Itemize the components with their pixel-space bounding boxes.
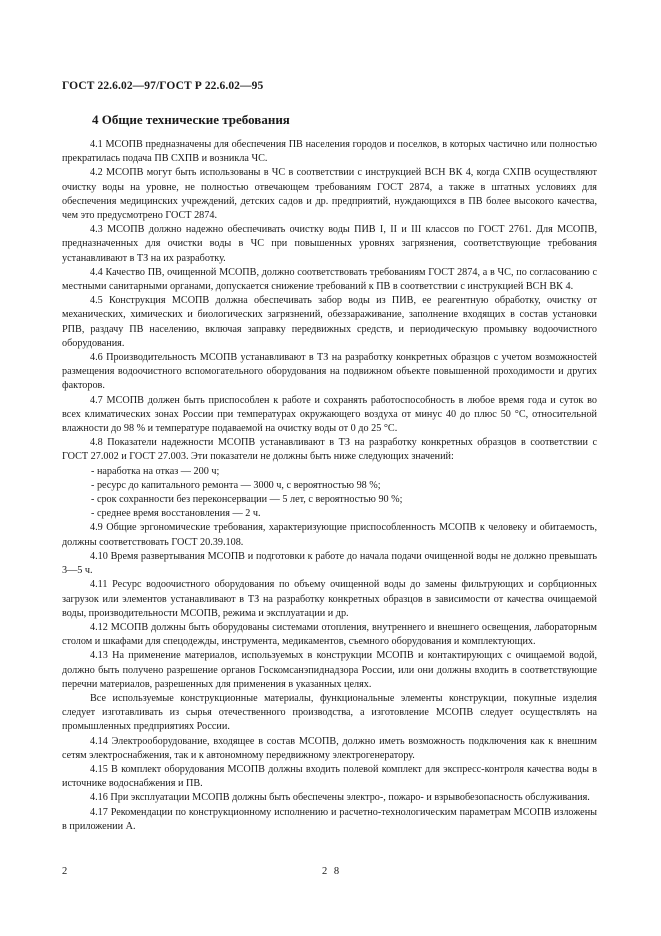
- paragraph-4-17: 4.17 Рекомендации по конструкционному исполнению и расчетно-технологическим параметрам МСОПВ изложены в приложении А.: [62, 806, 597, 832]
- standard-code-header: ГОСТ 22.6.02—97/ГОСТ Р 22.6.02—95: [62, 80, 264, 92]
- paragraph-4-13: 4.13 На применение материалов, используемых в конструкции МСОПВ и контактирующих с очищаемой водой, должно быть получено разрешение органов Госкомсанэпиднадзора России, или они должны входить в соответствующие перечни материалов, разрешенных для применения в указанных целях.: [62, 650, 597, 690]
- paragraph-4-16: 4.16 При эксплуатации МСОПВ должны быть обеспечены электро-, пожаро- и взрывобезопасность обслуживания.: [90, 792, 590, 804]
- section-body: [62, 138, 597, 834]
- sheet-number: 2 8: [322, 866, 342, 877]
- paragraph-4-1: 4.1 МСОПВ предназначены для обеспечения ПВ населения городов и поселков, в которых частично или полностью прекратилась подача ПВ СХПВ и возникла ЧС.: [62, 139, 597, 165]
- paragraph-4-4: 4.4 Качество ПВ, очищенной МСОПВ, должно соответствовать требованиям ГОСТ 2874, а в ЧС, по согласованию с местными санитарными органами, допускается снижение требований к ПВ в соответствии с инструкцией ВСН ВК 4.: [62, 266, 597, 293]
- paragraph-4-7: 4.7 МСОПВ должен быть приспособлен к работе и сохранять работоспособность в любое время года и суток во всех климатических зонах России при температурах окружающего воздуха от минус 40 до плюс 50 °С, относительной влажности до 98 % и температуре подаваемой на очистку воды от 0 до 25 °С.: [62, 394, 597, 435]
- paragraph-4-15: 4.15 В комплект оборудования МСОПВ должны входить полевой комплект для экспресс-контроля качества воды в источнике водоснабжения и ПВ.: [62, 763, 597, 790]
- paragraph-4-13-cont: Все используемые конструкционные материалы, функциональные элементы конструкции, покупные изделия следует изготавливать из сырья отечественного производства, а изготовление МСОПВ следует осуществлять на промышленных предприятиях России.: [62, 692, 597, 733]
- page-number: 2: [62, 866, 68, 877]
- paragraph-4-9: 4.9 Общие эргономические требования, характеризующие приспособленность МСОПВ к человеку и обитаемость, должны соответствовать ГОСТ 20.39.108.: [62, 522, 597, 548]
- reliability-item: - ресурс до капитального ремонта — 3000 ч, с вероятностью 98 %;: [91, 479, 381, 491]
- section-title: 4 Общие технические требования: [92, 112, 290, 127]
- paragraph-4-11: 4.11 Ресурс водоочистного оборудования по объему очищенной воды до замены фильтрующих и сорбционных загрузок или элементов устанавливают в ТЗ на разработку конкретных образцов в зависимости от качества очищаемой воды, производительности МСОПВ, режима и эксплуатации и др.: [62, 579, 597, 619]
- reliability-item: - среднее время восстановления — 2 ч.: [91, 508, 261, 520]
- paragraph-4-3: 4.3 МСОПВ должно надежно обеспечивать очистку воды ПИВ I, II и III классов по ГОСТ 2761. Для МСОПВ, предназначенных для очистки воды в ЧС при повышенных уровнях загрязнения, соответствующие требования устанавливают в ТЗ на их разработку.: [62, 224, 597, 264]
- paragraph-4-12: 4.12 МСОПВ должны быть оборудованы системами отопления, внутреннего и внешнего освещения, лабораторным столом и шкафами для спецодежды, инструмента, медикаментов, съемного оборудования и комплектующих.: [62, 621, 597, 648]
- paragraph-4-10: 4.10 Время развертывания МСОПВ и подготовки к работе до начала подачи очищенной воды не должно превышать 3—5 ч.: [62, 550, 597, 577]
- paragraph-4-2: 4.2 МСОПВ могут быть использованы в ЧС в соответствии с инструкцией ВСН ВК 4, когда СХПВ осуществляют очистку воды на уровне, не полностью отвечающем требованиям ГОСТ 2874, а также в штатных условиях для обеспечения медицинских учреждений, детских садов и др. предприятий, нуждающихся в ПВ более высокого качества, чем это предусмотрено ГОСТ 2874.: [62, 167, 597, 222]
- paragraph-4-8: 4.8 Показатели надежности МСОПВ устанавливают в ТЗ на разработку конкретных образцов в соответствии с ГОСТ 27.002 и ГОСТ 27.003. Эти показатели не должны быть ниже следующих значений:: [62, 437, 597, 463]
- paragraph-4-6: 4.6 Производительность МСОПВ устанавливают в ТЗ на разработку конкретных образцов с учетом возможностей размещения водоочистного вспомогательного оборудования на подвижном объекте повышенной проходимости и других факторов.: [62, 352, 597, 392]
- paragraph-4-5: 4.5 Конструкция МСОПВ должна обеспечивать забор воды из ПИВ, ее реагентную обработку, очистку от механических, химических и биологических загрязнений, обеззараживание, заполнение входящих в состав установки РПВ, раздачу ПВ населению, включая заправку передвижных средств, и периодическую промывку водоочистного оборудования.: [62, 295, 597, 349]
- reliability-item: - наработка на отказ — 200 ч;: [91, 465, 220, 477]
- paragraph-4-14: 4.14 Электрооборудование, входящее в состав МСОПВ, должно иметь возможность подключения как к внешним сетям электроснабжения, так и к автономному передвижному электрогенератору.: [62, 735, 597, 761]
- reliability-item: - срок сохранности без переконсервации — 5 лет, с вероятностью 90 %;: [91, 494, 403, 506]
